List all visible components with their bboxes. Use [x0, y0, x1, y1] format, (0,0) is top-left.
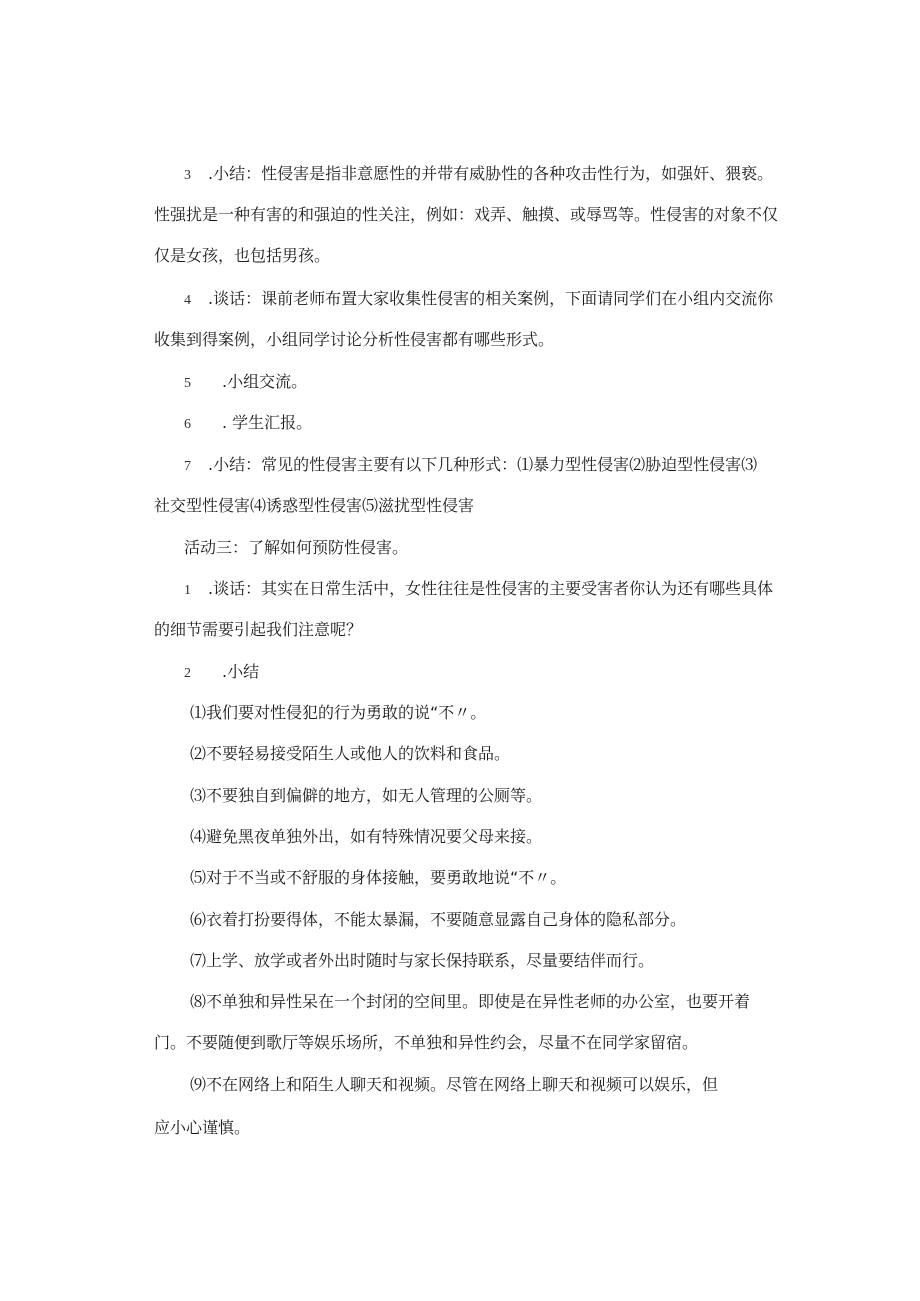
item-7-line-1: 7 .小结：常见的性侵害主要有以下几种形式：⑴暴力型性侵害⑵胁迫型性侵害⑶ — [184, 453, 757, 479]
activity-3-heading: 活动三：了解如何预防性侵害。 — [184, 538, 409, 557]
tip-2: ⑵不要轻易接受陌生人或他人的饮料和食品。 — [190, 744, 511, 763]
a3-item-1-number: 1 — [184, 583, 191, 598]
a3-item-1-line-1: 1 .谈话：其实在日常生活中，女性往往是性侵害的主要受害者你认为还有哪些具体 — [184, 577, 773, 603]
item-3-number: 3 — [184, 168, 191, 183]
item-3-line-2: 性强扰是一种有害的和强迫的性关注，例如：戏弄、触摸、或辱骂等。性侵害的对象不仅 — [154, 205, 779, 224]
tip-5: ⑸对于不当或不舒服的身体接触，要勇敢地说“不〃。 — [190, 868, 567, 887]
item-7-line-2: 社交型性侵害⑷诱惑型性侵害⑸滋扰型性侵害 — [154, 496, 475, 515]
tip-3: ⑶不要独自到偏僻的地方，如无人管理的公厕等。 — [190, 786, 543, 805]
item-4-line-1: 4 .谈话：课前老师布置大家收集性侵害的相关案例，下面请同学们在小组内交流你 — [184, 287, 773, 313]
item-3-line-3: 仅是女孩，也包括男孩。 — [154, 246, 331, 265]
tip-8-line-1: ⑻不单独和异性呆在一个封闭的空间里。即使是在异性老师的办公室，也要开着 — [190, 992, 751, 1011]
tip-1: ⑴我们要对性侵犯的行为勇敢的说“不〃。 — [190, 703, 487, 722]
tip-6: ⑹衣着打扮要得体，不能太暴漏，不要随意显露自己身体的隐私部分。 — [190, 910, 687, 929]
item-3-line-1: 3 .小结：性侵害是指非意愿性的并带有威胁性的各种攻击性行为，如强奸、猥亵。 — [184, 162, 773, 188]
item-5-line-1: 5 .小组交流。 — [184, 370, 307, 396]
item-4-line-2: 收集到得案例，小组同学讨论分析性侵害都有哪些形式。 — [154, 330, 555, 349]
tip-9-line-2: 应小心谨慎。 — [154, 1118, 251, 1137]
a3-item-1-line-2: 的细节需要引起我们注意呢？ — [154, 620, 363, 639]
item-6-number: 6 — [184, 417, 191, 432]
tip-9-line-1: ⑼不在网络上和陌生人聊天和视频。尽管在网络上聊天和视频可以娱乐，但 — [190, 1075, 719, 1094]
tip-4: ⑷避免黑夜单独外出，如有特殊情况要父母来接。 — [190, 827, 543, 846]
item-5-number: 5 — [184, 376, 191, 391]
item-7-number: 7 — [184, 459, 191, 474]
a3-item-2-line-1: 2 .小结 — [184, 660, 259, 686]
tip-8-line-2: 门。不要随便到歌厅等娱乐场所，不单独和异性约会，尽量不在同学家留宿。 — [154, 1033, 699, 1052]
a3-item-2-number: 2 — [184, 666, 191, 681]
item-6-line-1: 6 . 学生汇报。 — [184, 411, 312, 437]
tip-7: ⑺上学、放学或者外出时随时与家长保持联系，尽量要结伴而行。 — [190, 951, 655, 970]
item-4-number: 4 — [184, 293, 191, 308]
